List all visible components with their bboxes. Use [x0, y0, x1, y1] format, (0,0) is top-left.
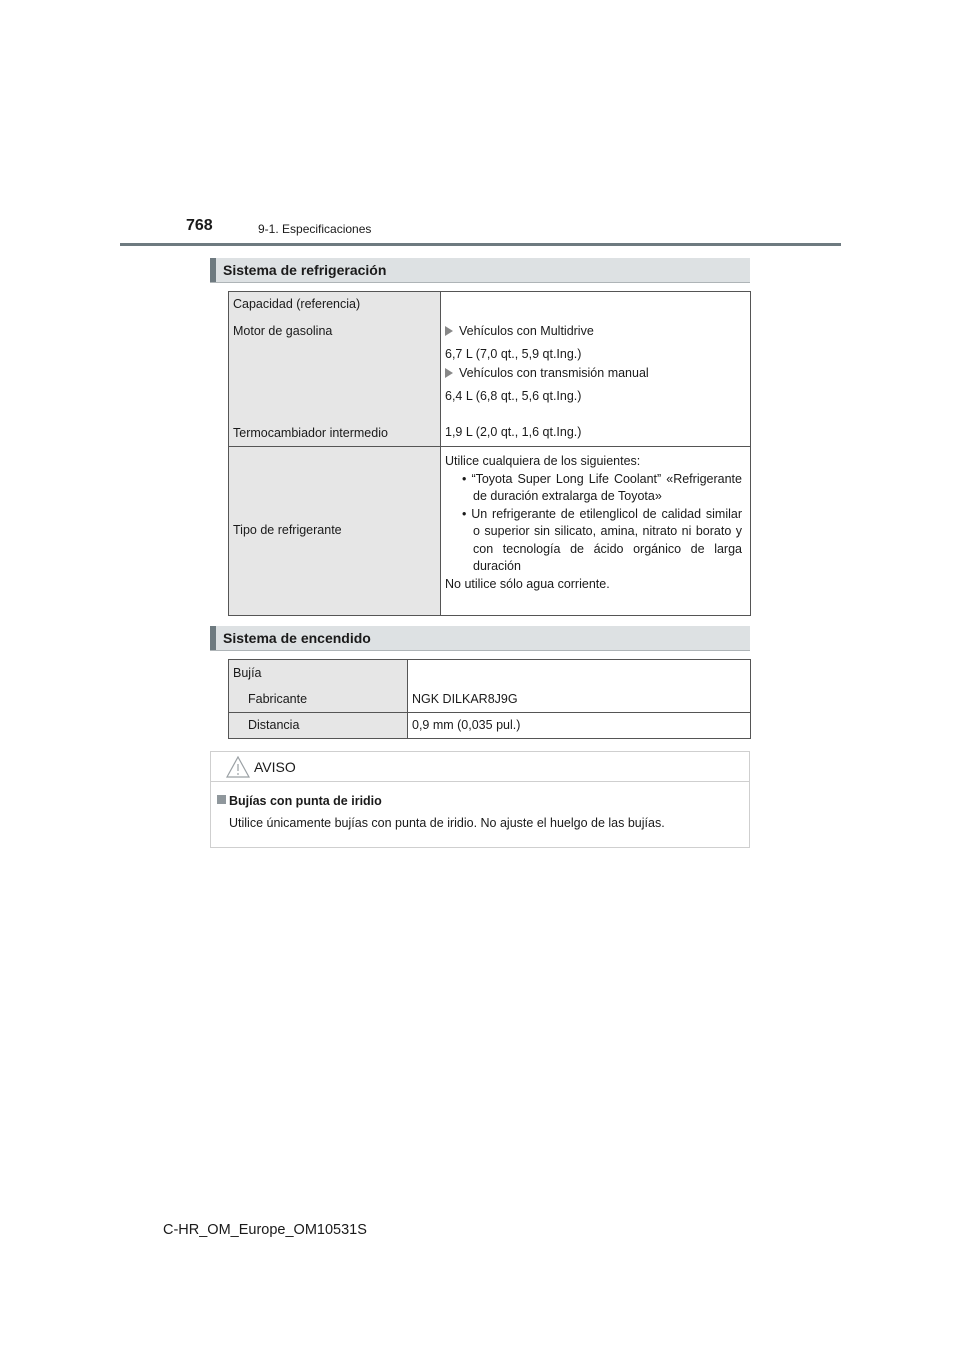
ignition-spec-table — [228, 659, 751, 739]
coolant-type-label-cell — [229, 447, 441, 616]
warning-box — [210, 751, 750, 848]
coolant-option: • “Toyota Super Long Life Coolant” «Refrigerante de duración extralarga de Toyota» — [462, 471, 742, 503]
triangle-bullet-icon — [445, 368, 453, 378]
cooling-section-title: Sistema de refrigeración — [223, 262, 387, 278]
document-code: C-HR_OM_Europe_OM10531S — [163, 1222, 367, 1238]
spark-plug-label: Bujía — [233, 666, 262, 680]
maker-label: Fabricante — [248, 692, 308, 706]
triangle-bullet-icon — [445, 326, 453, 336]
coolant-type-label: Tipo de refrigerante — [233, 523, 342, 538]
maker-value: NGK DILKAR8J9G — [412, 692, 518, 706]
engine-label: Motor de gasolina — [233, 324, 333, 338]
capacity-value-cell — [441, 292, 751, 447]
manual-row — [445, 365, 649, 383]
table-row — [229, 713, 751, 739]
ignition-section-title: Sistema de encendido — [223, 630, 371, 646]
gap-value: 0,9 mm (0,035 pul.) — [412, 717, 521, 732]
spark-plug-label-cell — [229, 660, 408, 713]
section-marker — [210, 626, 216, 650]
coolant-intro: Utilice cualquiera de los siguientes: — [445, 454, 641, 468]
table-row — [229, 447, 751, 616]
section-marker — [210, 258, 216, 282]
coolant-option-text: “Toyota Super Long Life Coolant” «Refrigerante de duración extralarga de Toyota» — [471, 471, 742, 503]
gap-value-cell — [408, 713, 751, 739]
gap-label-cell — [229, 713, 408, 739]
capacity-label-cell — [229, 292, 441, 447]
heat-exchanger-label: Termocambiador intermedio — [233, 426, 388, 440]
warning-divider — [211, 781, 749, 782]
manual-value: 6,4 L (6,8 qt., 5,6 qt.Ing.) — [445, 389, 582, 403]
cooling-section-header — [210, 258, 750, 283]
warning-text: Utilice únicamente bujías con punta de iridio. No ajuste el huelgo de las bujías. — [229, 816, 665, 830]
section-path: 9-1. Especificaciones — [258, 222, 372, 236]
coolant-note: No utilice sólo agua corriente. — [445, 576, 610, 591]
coolant-option-text: Un refrigerante de etilenglicol de calidad similar o superior sin silicato, amina, nitrato ni borato y con tecnología de ácido orgánico de larga duración — [471, 506, 742, 573]
maker-value-cell — [408, 660, 751, 713]
warning-title: AVISO — [254, 759, 296, 775]
cooling-spec-table — [228, 291, 751, 616]
coolant-type-value-cell — [441, 447, 751, 616]
heat-exchanger-value: 1,9 L (2,0 qt., 1,6 qt.Ing.) — [445, 425, 582, 439]
square-bullet-icon — [217, 795, 226, 804]
gap-label: Distancia — [248, 717, 300, 732]
manual-label: Vehículos con transmisión manual — [459, 366, 649, 380]
page-number: 768 — [186, 217, 213, 234]
table-row — [229, 660, 751, 713]
warning-heading: Bujías con punta de iridio — [229, 794, 382, 808]
multidrive-row — [445, 323, 594, 341]
ignition-section-header — [210, 626, 750, 651]
table-row — [229, 292, 751, 447]
capacity-label: Capacidad (referencia) — [233, 297, 361, 311]
warning-triangle-icon — [226, 756, 250, 778]
coolant-option: • Un refrigerante de etilenglicol de calidad similar o superior sin silicato, amina, nitrato ni borato y con tecnología de ácido orgánico de larga duración — [462, 506, 742, 573]
multidrive-value: 6,7 L (7,0 qt., 5,9 qt.Ing.) — [445, 347, 582, 361]
header-rule — [120, 243, 841, 246]
coolant-description — [441, 447, 750, 597]
multidrive-label: Vehículos con Multidrive — [459, 324, 594, 338]
